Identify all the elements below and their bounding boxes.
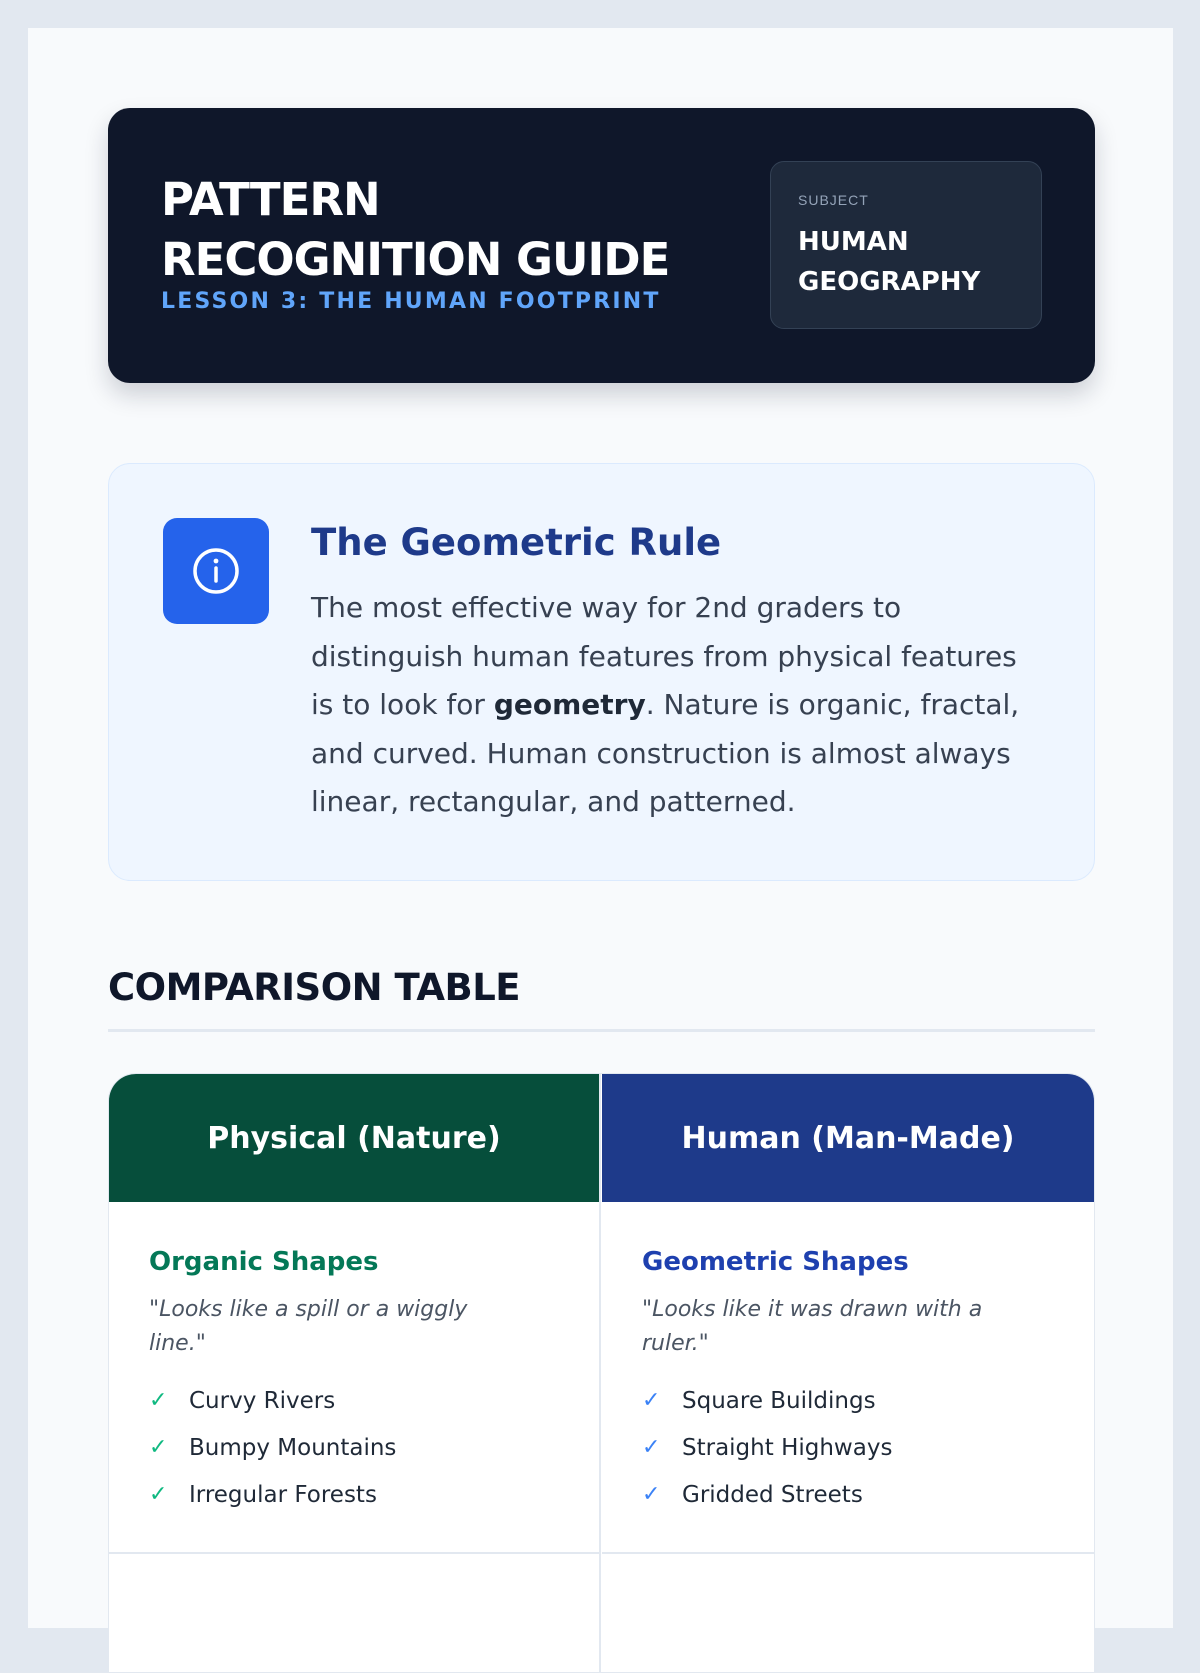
feature-list	[149, 1377, 559, 1518]
check-icon: ✓	[642, 1435, 661, 1460]
list-item-label: Curvy Rivers	[189, 1387, 336, 1414]
physical-cell	[109, 1202, 599, 1554]
subject-card	[770, 161, 1042, 329]
list-item	[149, 1471, 559, 1518]
column-header-physical: Physical (Nature)	[109, 1074, 599, 1202]
physical-column	[109, 1074, 601, 1673]
callout-body-start: The most effective way for 2nd graders to distinguish human features from physical features is to look for	[311, 591, 1017, 721]
list-item-label: Irregular Forests	[189, 1481, 377, 1508]
check-icon: ✓	[642, 1388, 661, 1413]
callout-body-emphasis: geometry	[493, 688, 646, 721]
header-banner	[108, 108, 1095, 383]
list-item-label: Gridded Streets	[682, 1481, 863, 1508]
check-icon: ✓	[149, 1388, 168, 1413]
subject-value: HUMAN GEOGRAPHY	[798, 227, 981, 297]
human-column	[602, 1074, 1094, 1673]
cell-quote: "Looks like a spill or a wiggly line."	[149, 1297, 468, 1356]
callout-body	[311, 584, 1041, 827]
check-icon: ✓	[149, 1482, 168, 1507]
geometric-rule-callout	[108, 463, 1095, 881]
comparison-table	[108, 1073, 1095, 1673]
info-badge	[163, 518, 269, 624]
page	[28, 28, 1173, 1628]
cell-quote: "Looks like it was drawn with a ruler."	[642, 1297, 983, 1356]
subject-caption: SUBJECT	[798, 192, 869, 208]
cell-title: Geometric Shapes	[642, 1247, 909, 1277]
list-item-label: Straight Highways	[682, 1434, 893, 1461]
list-item	[642, 1424, 1054, 1471]
cell-title: Organic Shapes	[149, 1247, 379, 1277]
check-icon: ✓	[149, 1435, 168, 1460]
list-item-label: Bumpy Mountains	[189, 1434, 397, 1461]
feature-list	[642, 1377, 1054, 1518]
section-heading: COMPARISON TABLE	[108, 966, 521, 1009]
callout-body-end: . Nature is organic, fractal, and curved. Human construction is almost always linear, rectangular, and patterned.	[311, 688, 1020, 818]
list-item	[149, 1424, 559, 1471]
info-icon	[191, 546, 241, 596]
list-item	[149, 1377, 559, 1424]
page-title: PATTERN RECOGNITION GUIDE	[161, 173, 670, 286]
list-item	[642, 1377, 1054, 1424]
lesson-subtitle: LESSON 3: THE HUMAN FOOTPRINT	[161, 289, 661, 314]
list-item-label: Square Buildings	[682, 1387, 876, 1414]
list-item	[642, 1471, 1054, 1518]
human-cell	[602, 1202, 1094, 1554]
callout-title: The Geometric Rule	[311, 521, 722, 564]
column-header-human: Human (Man-Made)	[602, 1074, 1094, 1202]
section-divider	[108, 1029, 1095, 1032]
check-icon: ✓	[642, 1482, 661, 1507]
